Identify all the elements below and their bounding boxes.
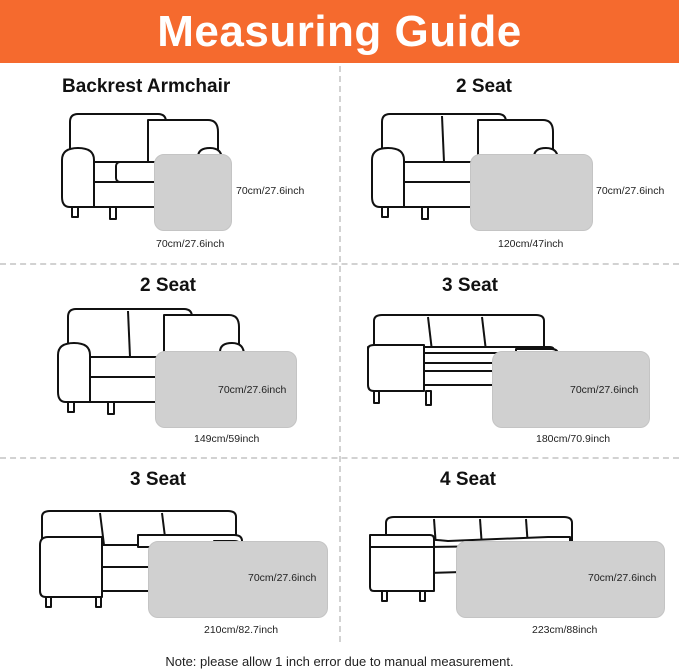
height-dimension: 70cm/27.6inch xyxy=(588,572,657,584)
size-card-2-seat-b xyxy=(0,265,339,461)
size-card-armchair xyxy=(0,66,339,262)
card-title: 2 Seat xyxy=(140,275,196,296)
cushion-swatch xyxy=(470,154,593,231)
width-dimension: 180cm/70.9inch xyxy=(536,433,611,445)
height-dimension: 70cm/27.6inch xyxy=(596,185,665,197)
cushion-swatch xyxy=(154,154,232,231)
size-card-2-seat-a xyxy=(340,66,679,262)
width-dimension: 120cm/47inch xyxy=(498,238,564,250)
size-card-3-seat-b xyxy=(0,459,339,655)
height-dimension: 70cm/27.6inch xyxy=(236,185,305,197)
card-title: Backrest Armchair xyxy=(62,76,231,97)
size-card-3-seat-a xyxy=(340,265,679,461)
width-dimension: 149cm/59inch xyxy=(194,433,260,445)
card-title: 4 Seat xyxy=(440,469,496,490)
card-title: 2 Seat xyxy=(456,76,512,97)
size-card-4-seat xyxy=(340,459,679,655)
width-dimension: 70cm/27.6inch xyxy=(156,238,225,250)
height-dimension: 70cm/27.6inch xyxy=(218,384,287,396)
card-title: 3 Seat xyxy=(130,469,186,490)
page-title: Measuring Guide xyxy=(157,6,522,56)
card-title: 3 Seat xyxy=(442,275,498,296)
footer-note: Note: please allow 1 inch error due to manual measurement. xyxy=(165,654,514,669)
width-dimension: 210cm/82.7inch xyxy=(204,624,279,636)
height-dimension: 70cm/27.6inch xyxy=(248,572,317,584)
height-dimension: 70cm/27.6inch xyxy=(570,384,639,396)
header-banner xyxy=(0,0,679,63)
width-dimension: 223cm/88inch xyxy=(532,624,598,636)
